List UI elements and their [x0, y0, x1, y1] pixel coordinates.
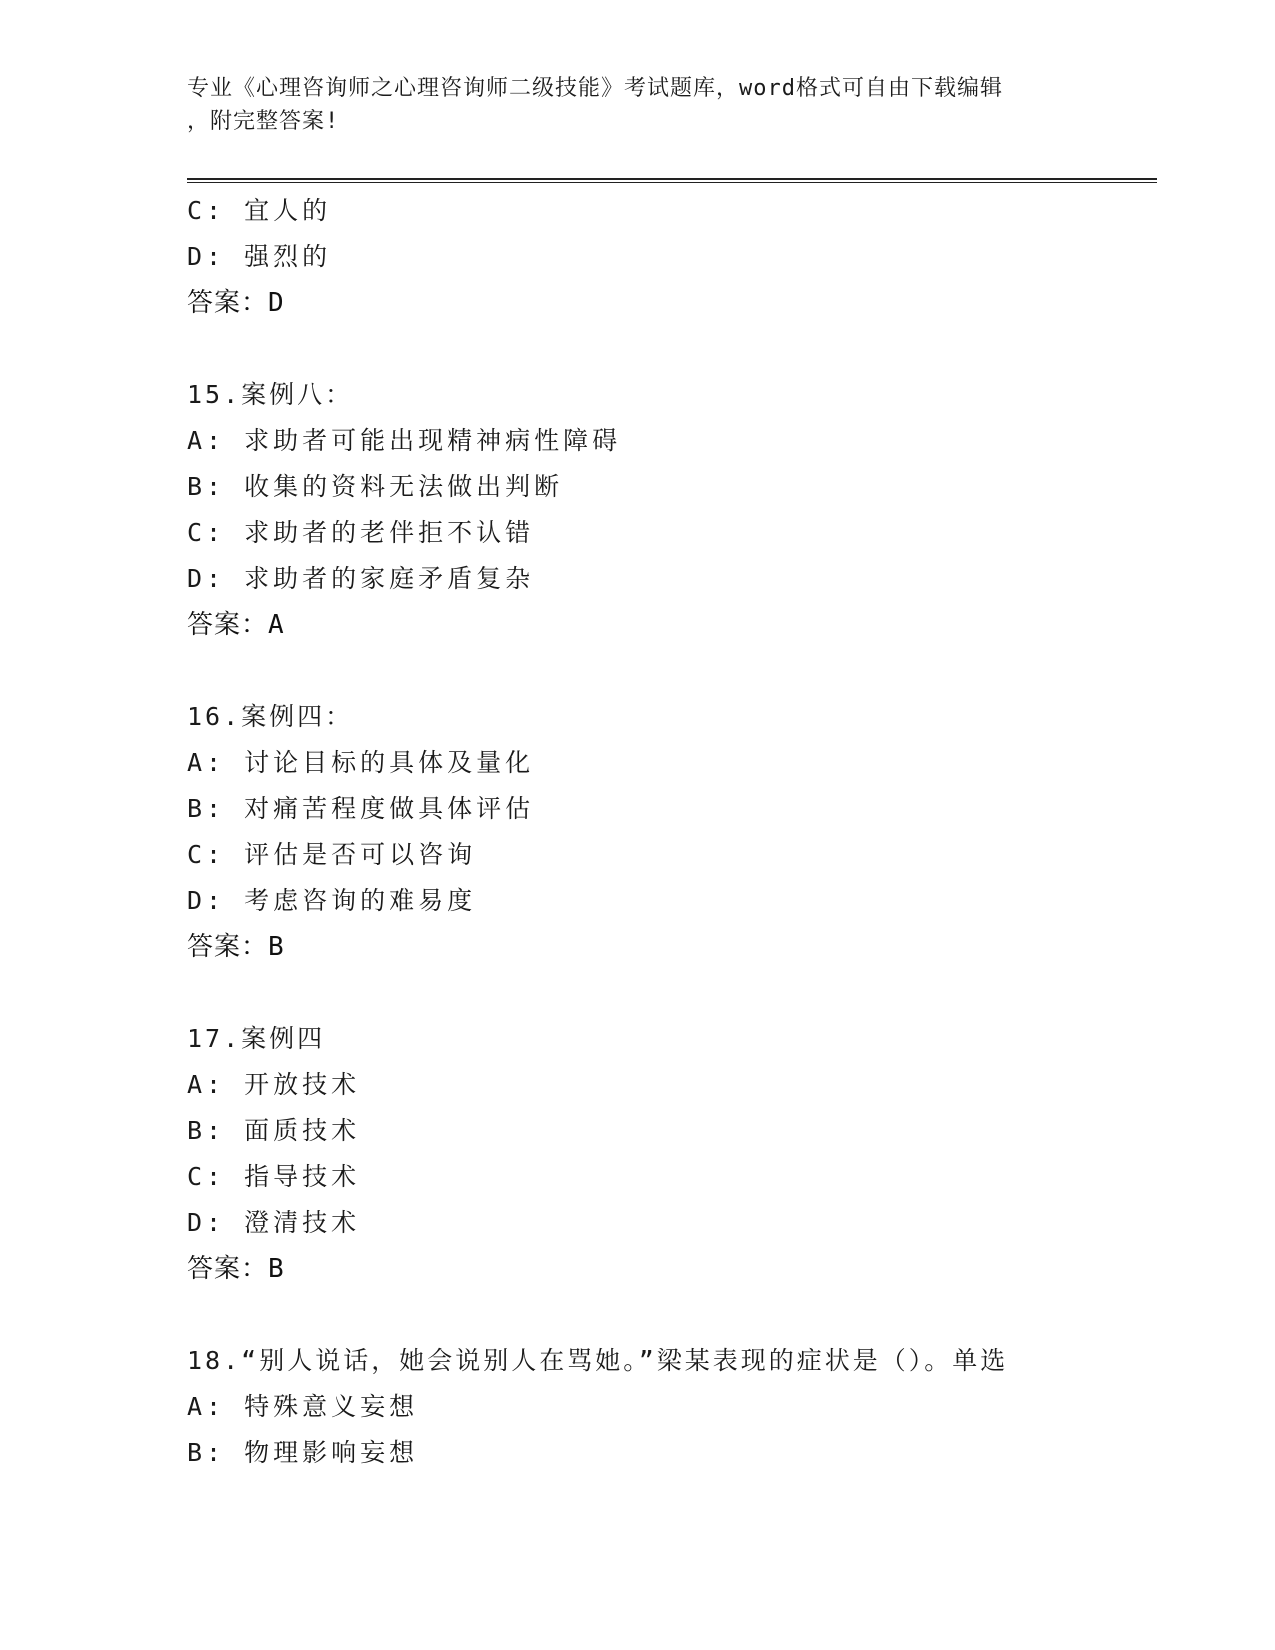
option-d: D: 澄清技术: [187, 1208, 361, 1237]
question-list: [187, 188, 1147, 1476]
option-b: B: 收集的资料无法做出判断: [187, 472, 564, 501]
option-d: D: 求助者的家庭矛盾复杂: [187, 564, 535, 593]
option-a: A: 讨论目标的具体及量化: [187, 748, 535, 777]
option-c: C: 评估是否可以咨询: [187, 840, 477, 869]
option-a: A: 求助者可能出现精神病性障碍: [187, 426, 622, 455]
question-title: 18.“别人说话，她会说别人在骂她。”梁某表现的症状是（）。单选: [187, 1346, 1009, 1375]
header-divider: [187, 178, 1157, 183]
question-title: 17.案例四: [187, 1024, 326, 1053]
question-title: 15.案例八：: [187, 380, 354, 409]
answer-line: 答案：B: [187, 932, 285, 962]
option-b: B: 面质技术: [187, 1116, 361, 1145]
question-16: [187, 694, 1147, 970]
answer-line: 答案：B: [187, 1254, 285, 1284]
answer-value: B: [268, 932, 285, 962]
answer-value: B: [268, 1254, 285, 1284]
option-c: C: 宜人的: [187, 196, 332, 225]
option-c: C: 指导技术: [187, 1162, 361, 1191]
header-line-2: ，附完整答案!: [187, 109, 340, 134]
option-a: A: 特殊意义妄想: [187, 1392, 419, 1421]
question-15: [187, 372, 1147, 648]
question-14-tail: [187, 188, 1147, 326]
page-header: [187, 72, 1067, 138]
answer-line: 答案：D: [187, 288, 285, 318]
question-17: [187, 1016, 1147, 1292]
option-c: C: 求助者的老伴拒不认错: [187, 518, 535, 547]
option-a: A: 开放技术: [187, 1070, 361, 1099]
answer-line: 答案：A: [187, 610, 285, 640]
question-18: [187, 1338, 1147, 1476]
header-line-1: 专业《心理咨询师之心理咨询师二级技能》考试题库，word格式可自由下载编辑: [187, 76, 1003, 101]
option-d: D: 考虑咨询的难易度: [187, 886, 477, 915]
option-b: B: 对痛苦程度做具体评估: [187, 794, 535, 823]
answer-value: D: [268, 288, 285, 318]
option-d: D: 强烈的: [187, 242, 332, 271]
option-b: B: 物理影响妄想: [187, 1438, 419, 1467]
answer-value: A: [268, 610, 285, 640]
question-title: 16.案例四：: [187, 702, 354, 731]
